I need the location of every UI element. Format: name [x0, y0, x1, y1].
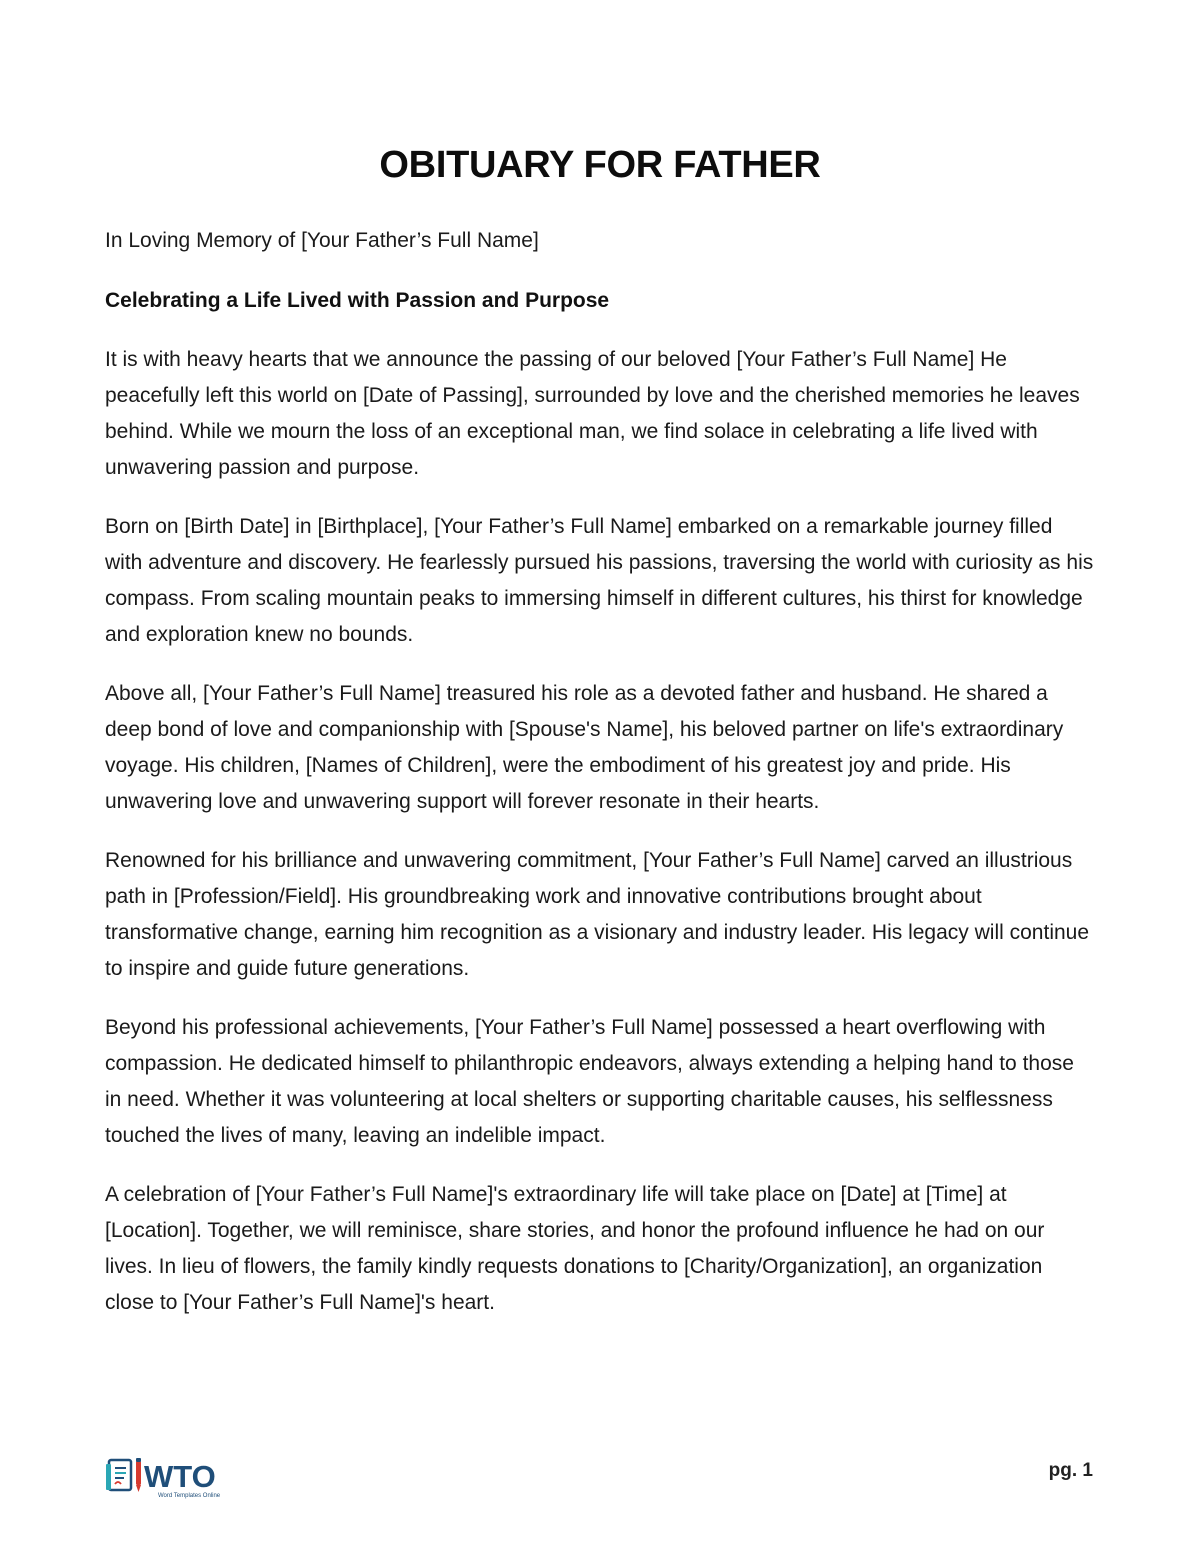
wto-logo-graphic — [106, 1455, 236, 1501]
document-icon — [106, 1460, 131, 1490]
body-paragraph: Renowned for his brilliance and unwavering commitment, [Your Father’s Full Name] carved an illustrious path in [Profession/Field]. His groundbreaking work and innovative contributions brought about transformative change, earning him recognition as a visionary and industry leader. His legacy will continue to inspire and guide future generations. — [105, 849, 1090, 980]
section-subheading: Celebrating a Life Lived with Passion and Purpose — [105, 289, 610, 312]
intro-line: In Loving Memory of [Your Father’s Full Name] — [105, 229, 539, 252]
body-paragraph: Beyond his professional achievements, [Your Father’s Full Name] possessed a heart overflowing with compassion. He dedicated himself to philanthropic endeavors, always extending a helping hand to those in need. Whether it was volunteering at local shelters or supporting charitable causes, his selflessness touched the lives of many, leaving an indelible impact. — [105, 1016, 1074, 1147]
wto-logo — [106, 1455, 236, 1501]
body-paragraph: It is with heavy hearts that we announce the passing of our beloved [Your Father’s Full Name] He peacefully left this world on [Date of Passing], surrounded by love and the cherished memories he leaves behind. While we mourn the loss of an exceptional man, we find solace in celebrating a life lived with unwavering passion and purpose. — [105, 348, 1080, 479]
body-paragraph: Above all, [Your Father’s Full Name] treasured his role as a devoted father and husband. He shared a deep bond of love and companionship with [Spouse's Name], his beloved partner on life's extraordinary voyage. His children, [Names of Children], were the embodiment of his greatest joy and pride. His unwavering love and unwavering support will forever resonate in their hearts. — [105, 682, 1064, 813]
page-number: pg. 1 — [1048, 1460, 1093, 1481]
body-paragraph: A celebration of [Your Father’s Full Name]'s extraordinary life will take place on [Date] at [Time] at [Location]. Together, we will reminisce, share stories, and honor the profound influence he had on our lives. In lieu of flowers, the family kindly requests donations to [Charity/Organization], an organization close to [Your Father’s Full Name]'s heart. — [105, 1183, 1045, 1314]
logo-tagline: Word Templates Online — [158, 1493, 221, 1499]
document-body — [105, 223, 1095, 1344]
page-title: OBITUARY FOR FATHER — [379, 144, 821, 186]
body-paragraph: Born on [Birth Date] in [Birthplace], [Your Father’s Full Name] embarked on a remarkable journey filled with adventure and discovery. He fearlessly pursued his passions, traversing the world with curiosity as his compass. From scaling mountain peaks to immersing himself in different cultures, his thirst for knowledge and exploration knew no bounds. — [105, 515, 1094, 646]
pen-icon — [136, 1458, 141, 1492]
logo-wordmark: WTO — [144, 1459, 216, 1494]
